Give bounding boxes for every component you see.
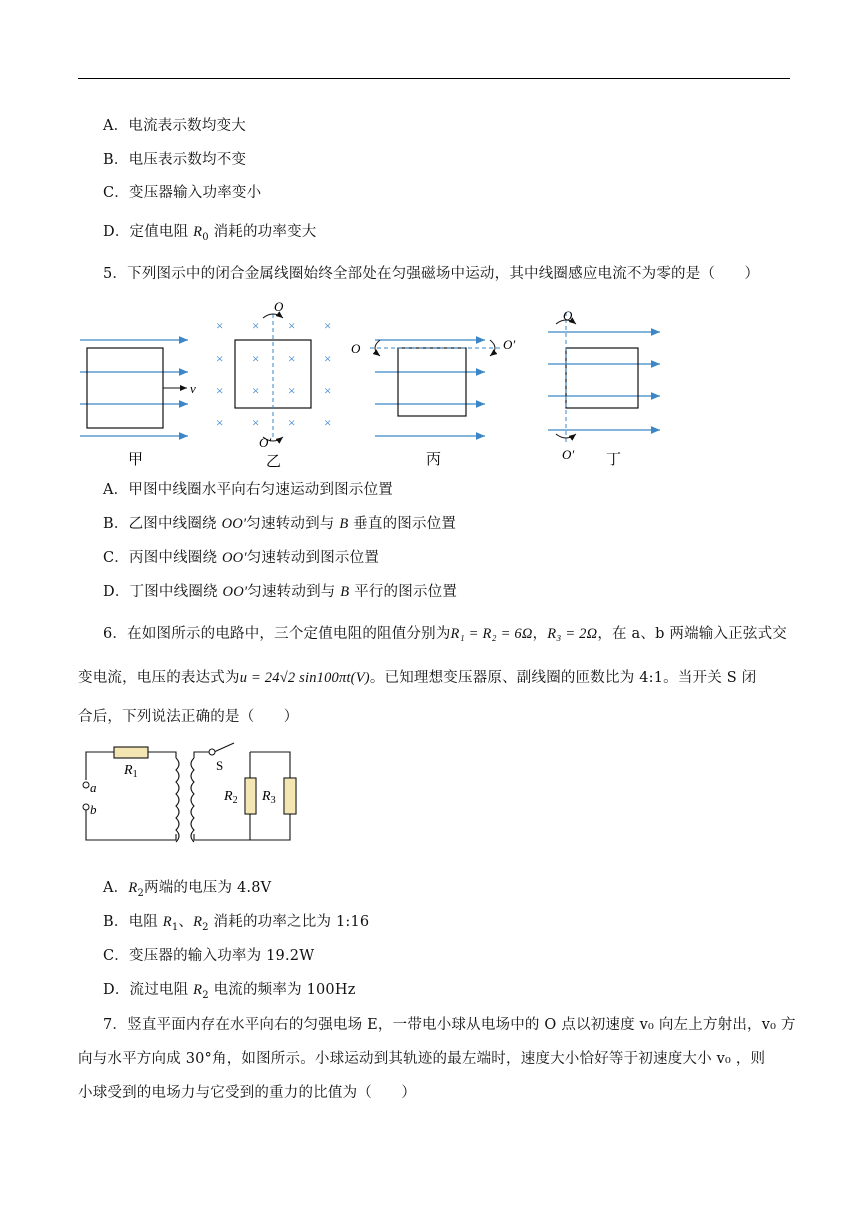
q6-line-2: 变电流，电压的表达式为u = 24√2 sin100πt(V)。已知理想变压器原、副线圈的匝数比为 4:1。当开关 S 闭 [78,670,757,686]
q4-option-c[interactable]: C．变压器输入功率变小 [103,185,262,201]
svg-text:S: S [216,758,224,773]
svg-text:O: O [274,300,284,314]
svg-text:×: × [288,415,296,430]
svg-text:×: × [324,318,332,333]
q7-line-2: 向与水平方向成 30°角，如图所示。小球运动到其轨迹的最左端时，速度大小恰好等于初速度大小 v₀ ，则 [78,1051,766,1067]
fig-ding-label: 丁 [606,452,622,468]
svg-text:×: × [216,351,224,366]
q6-option-c[interactable]: C．变压器的输入功率为 19.2W [103,948,315,964]
fig-bing [351,337,515,468]
q6-line-3: 合后，下列说法正确的是（ ） [78,709,299,725]
velocity-label: v [190,381,196,396]
svg-text:O: O [351,341,361,356]
q7-line-1: 7．竖直平面内存在水平向右的匀强电场 E，一带电小球从电场中的 O 点以初速度 v₀ 向左上方射出，v₀ 方 [103,1017,796,1033]
svg-text:×: × [216,415,224,430]
svg-text:×: × [324,351,332,366]
fig-yi-label: 乙 [266,454,282,470]
resistor-r1 [114,747,148,758]
q6-line-1: 6．在如图所示的电路中，三个定值电阻的阻值分别为R₁ = R₂ = 6Ω，R₃ = 2Ω，在 a、b 两端输入正弦式交 [103,626,787,642]
svg-text:×: × [216,318,224,333]
svg-text:×: × [288,318,296,333]
svg-text:R2: $R_2$ [224,789,238,806]
q7-line-3: 小球受到的电场力与它受到的重力的比值为（ ） [78,1085,417,1101]
svg-text:O′: O′ [562,447,575,462]
q5-option-b[interactable]: B．乙图中线圈绕 OO′匀速转动到与 B 垂直的图示位置 [103,516,457,532]
q5-option-d[interactable]: D．丁图中线圈绕 OO′匀速转动到与 B 平行的图示位置 [103,584,458,600]
svg-text:×: × [324,415,332,430]
q5-figures [70,300,670,475]
fig-jia [80,340,196,468]
q5-option-c[interactable]: C．丙图中线圈绕 OO′匀速转动到图示位置 [103,550,380,566]
svg-text:×: × [252,318,260,333]
q4-option-d[interactable]: D．定值电阻 $R_0$ 消耗的功率变大 [103,224,317,243]
q4-option-a[interactable]: A．电流表示数均变大 [103,118,246,134]
svg-text:b: b [90,802,97,817]
fig-yi-coil [235,300,311,470]
q5-stem: 5．下列图示中的闭合金属线圈始终全部处在匀强磁场中运动，其中线圈感应电流不为零的是（ ） [103,266,760,282]
svg-text:O: O [563,308,573,323]
q5-option-a[interactable]: A．甲图中线圈水平向右匀速运动到图示位置 [103,482,393,498]
svg-text:×: × [288,383,296,398]
svg-text:×: × [324,383,332,398]
svg-text:R3: $R_3$ [262,789,276,806]
svg-text:O′: O′ [259,435,272,450]
q6-circuit [78,740,318,850]
fig-ding [548,308,660,468]
header-rule [78,78,790,79]
q6-option-a[interactable]: A．$R_2$两端的电压为 4.8V [103,880,272,899]
fig-yi [216,318,331,430]
q6-option-b[interactable]: B．电阻 $R_1$、$R_2$ 消耗的功率之比为 1:16 [103,914,370,933]
svg-text:×: × [252,351,260,366]
q6-option-d[interactable]: D．流过电阻 $R_2$ 电流的频率为 100Hz [103,982,356,1001]
svg-text:×: × [252,383,260,398]
svg-text:×: × [288,351,296,366]
svg-text:R1: $R_1$ [124,763,138,780]
fig-jia-label: 甲 [128,452,144,468]
svg-text:O′: O′ [503,337,516,352]
svg-text:a: a [90,780,97,795]
svg-text:×: × [216,383,224,398]
svg-text:×: × [252,415,260,430]
fig-bing-label: 丙 [426,452,442,468]
q4-option-b[interactable]: B．电压表示数均不变 [103,152,247,168]
